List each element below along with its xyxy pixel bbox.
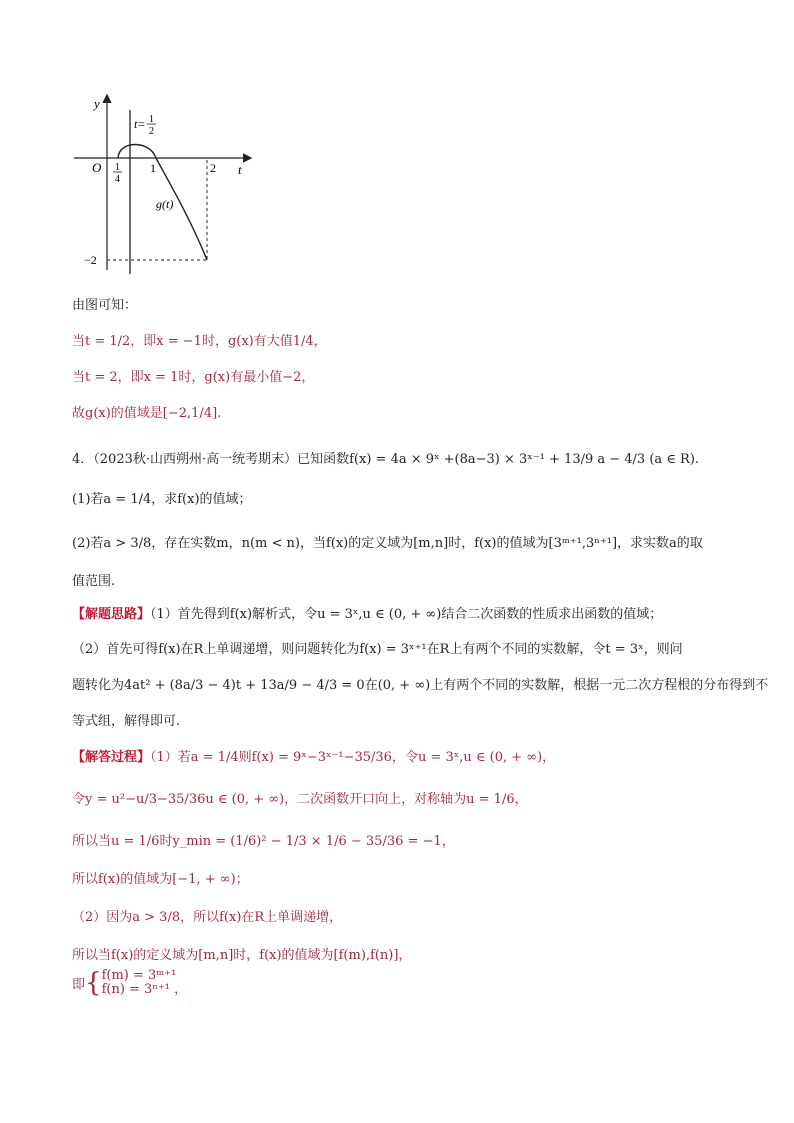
- answer-process-text: （1）若a = 1/4则f(x) = 9ˣ−3ˣ⁻¹−35/36，令u = 3ˣ,u ∈ (0, + ∞)，: [150, 750, 556, 765]
- text-line-3: 当t = 2，即x = 1时，g(x)有最小值−2，: [72, 370, 315, 385]
- answer-line-3: 所以当u = 1/6时y_min = (1/6)² − 1/3 × 1/6 − 35/36 = −1，: [72, 834, 455, 849]
- tick-two-label: 2: [210, 161, 216, 175]
- system-eq-1: f(m) = 3ᵐ⁺¹: [101, 968, 177, 983]
- answer-line-4: 所以f(x)的值域为[−1, + ∞)；: [72, 872, 249, 887]
- problem-4: 4．（2023秋·山西朔州·高一统考期末）已知函数f(x) = 4a × 9ˣ +(8a−3) × 3ˣ⁻¹ + 13/9 a − 4/3 (a ∈ R).: [72, 452, 700, 467]
- origin-label: O: [92, 160, 102, 175]
- answer-system-prefix: 即: [72, 977, 86, 993]
- system-brace: {: [85, 968, 102, 998]
- half-den: 2: [149, 126, 154, 137]
- tick-one-label: 1: [150, 161, 156, 175]
- solution-idea-3: 题转化为4at² + (8a/3 − 4)t + 13a/9 − 4/3 = 0在(0, + ∞)上有两个不同的实数解，根据一元二次方程根的分布得到不: [72, 678, 769, 693]
- problem-part-1: (1)若a = 1/4，求f(x)的值域；: [72, 492, 252, 507]
- answer-process: [72, 746, 555, 765]
- t-axis-label: t: [238, 162, 242, 177]
- answer-system: [72, 968, 187, 998]
- solution-idea-2: （2）首先可得f(x)在R上单调递增，则问题转化为f(x) = 3ˣ⁺¹在R上有两个不同的实数解，令t = 3ˣ，则问: [72, 642, 683, 657]
- solution-idea-tag: 【解题思路】: [72, 607, 151, 622]
- solution-idea: [72, 603, 662, 622]
- problem-part-2: (2)若a > 3/8，存在实数m，n(m < n)，当f(x)的定义域为[m,n]时，f(x)的值域为[3ᵐ⁺¹,3ⁿ⁺¹]，求实数a的取: [72, 536, 703, 551]
- system-eq-2: f(n) = 3ⁿ⁺¹ ，: [101, 982, 188, 997]
- tick-neg2-label: −2: [84, 253, 97, 267]
- text-line-2: 当t = 1/2，即x = −1时，g(x)有大值1/4，: [72, 334, 327, 349]
- text-line-1: 由图可知：: [72, 298, 138, 313]
- answer-process-tag: 【解答过程】: [72, 750, 151, 765]
- answer-line-6: 所以当f(x)的定义域为[m,n]时，f(x)的值域为[f(m),f(n)]，: [72, 948, 412, 963]
- quarter-den: 4: [115, 174, 120, 185]
- problem-part-2-cont: 值范围.: [72, 574, 116, 589]
- t-half-label: t=: [134, 117, 146, 131]
- answer-line-5: （2）因为a > 3/8，所以f(x)在R上单调递增，: [72, 910, 343, 925]
- half-num: 1: [149, 114, 154, 125]
- function-graph: [70, 88, 270, 278]
- curve-label: g(t): [156, 197, 174, 211]
- solution-idea-4: 等式组，解得即可.: [72, 714, 181, 729]
- solution-idea-text: （1）首先得到f(x)解析式，令u = 3ˣ,u ∈ (0, + ∞)结合二次函数的性质求出函数的值域；: [150, 607, 663, 622]
- answer-line-2: 令y = u²−u/3−35/36u ∈ (0, + ∞)，二次函数开口向上，对称轴为u = 1/6，: [72, 792, 528, 807]
- y-axis-label: y: [94, 96, 100, 111]
- quarter-num: 1: [115, 162, 120, 173]
- text-line-4: 故g(x)的值域是[−2,1/4].: [72, 406, 222, 421]
